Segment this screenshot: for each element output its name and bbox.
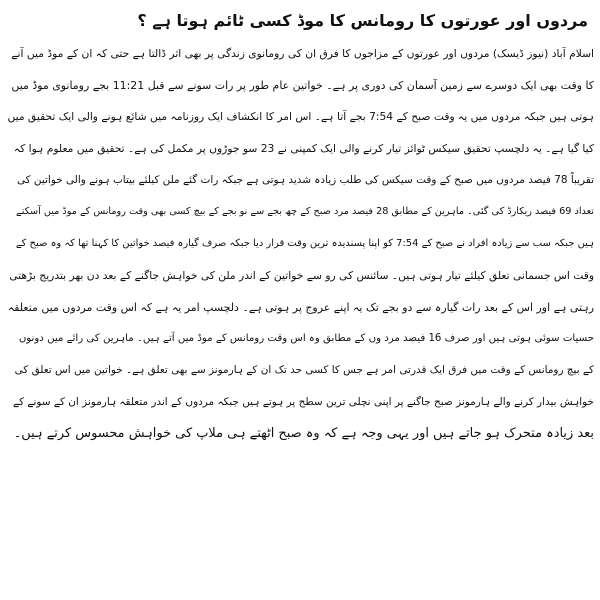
article-headline: مردوں اور عورتوں کا رومانس کا موڈ کسی ٹائم ہوتا ہے ؟ — [137, 11, 588, 30]
article-line: ہیں جبکہ سب سے زیادہ افراد نے صبح کے 7:54 کو اپنا پسندیدہ ترین وقت قرار دیا جبکہ صرف گیارہ فیصد خواتین کا کہنا تھا کہ وہ صبح کے — [15, 238, 594, 250]
article-line: ہوتی ہیں جبکہ مردوں میں یہ وقت صبح کے 7:54 بجے آتا ہے۔ اس امر کا انکشاف ایک روزنامہ میں شائع ہونے والی ایک تحقیق میں — [7, 110, 594, 124]
article-line: حسیات سوئی ہوتی ہیں اور صرف 16 فیصد مرد وں کے مطابق وہ اس وقت رومانس کے موڈ میں آتے ہیں۔ ماہرین کی رائے میں دونوں — [18, 333, 594, 345]
article-body — [6, 38, 594, 450]
article-line: کا وقت بھی ایک دوسرے سے زمین آسمان کی دوری پر ہے۔ خواتین عام طور پر رات سونے سے قبل 11:21 بجے رومانوی موڈ میں — [11, 78, 594, 92]
article-line: تعداد 69 فیصد ریکارڈ کی گئی۔ ماہرین کے مطابق 28 فیصد مرد صبح کے چھ بجے سے نو بجے کے بیچ کسی بھی وقت رومانس کے موڈ میں آسکتے — [16, 206, 594, 218]
article-line: وقت اس جسمانی تعلق کیلئے تیار ہوتی ہیں۔ سائنس کی رو سے خواتین کے اندر ملن کی خواہش جاگنے کے بعد دن بھر بتدریج بڑھتی — [9, 268, 594, 282]
article-line: تقریباً 78 فیصد مردوں میں صبح کے وقت سیکس کی طلب زیادہ شدید ہوتی ہے جبکہ رات گئے ملن کیلئے بیتاب ہونے والی خواتین کی — [16, 173, 594, 186]
article-line: خواہش بیدار کرنے والے ہارمونز صبح جاگنے پر اپنی نچلی ترین سطح پر ہوتے ہیں جبکہ مردوں کے اندر متعلقہ ہارمونز ان کے سونے کے — [12, 395, 594, 408]
article-line: بعد زیادہ متحرک ہو جاتے ہیں اور یہی وجہ ہے کہ وہ صبح اٹھتے ہی ملاپ کی خواہش محسوس کرتے ہیں۔ — [13, 426, 594, 442]
article-line: رہتی ہے اور اس کے بعد رات گیارہ سے دو بجے تک یہ اپنے عروج پر ہوتی ہے۔ دلچسپ امر یہ ہے کہ اس وقت مردوں میں متعلقہ — [7, 300, 594, 314]
article-line: کے بیچ رومانس کے وقت میں فرق ایک قدرتی امر ہے جس کا کسی حد تک ان کے ہارمونز سے بھی تعلق ہے۔ خواتین میں اس تعلق کی — [14, 363, 594, 376]
article-line: کیا گیا ہے۔ یہ دلچسپ تحقیق سیکس ٹوائز تیار کرنے والی ایک کمپنی نے 23 سو جوڑوں پر مکمل کی ہے۔ تحقیق میں معلوم ہوا کہ — [13, 142, 594, 156]
article-line: اسلام آباد (نیوز ڈیسک) مردوں اور عورتوں کے مزاجوں کا فرق ان کی رومانوی زندگی پر بھی اثر ڈالتا ہے حتی کہ ان کے موڈ میں آنے — [11, 47, 594, 60]
